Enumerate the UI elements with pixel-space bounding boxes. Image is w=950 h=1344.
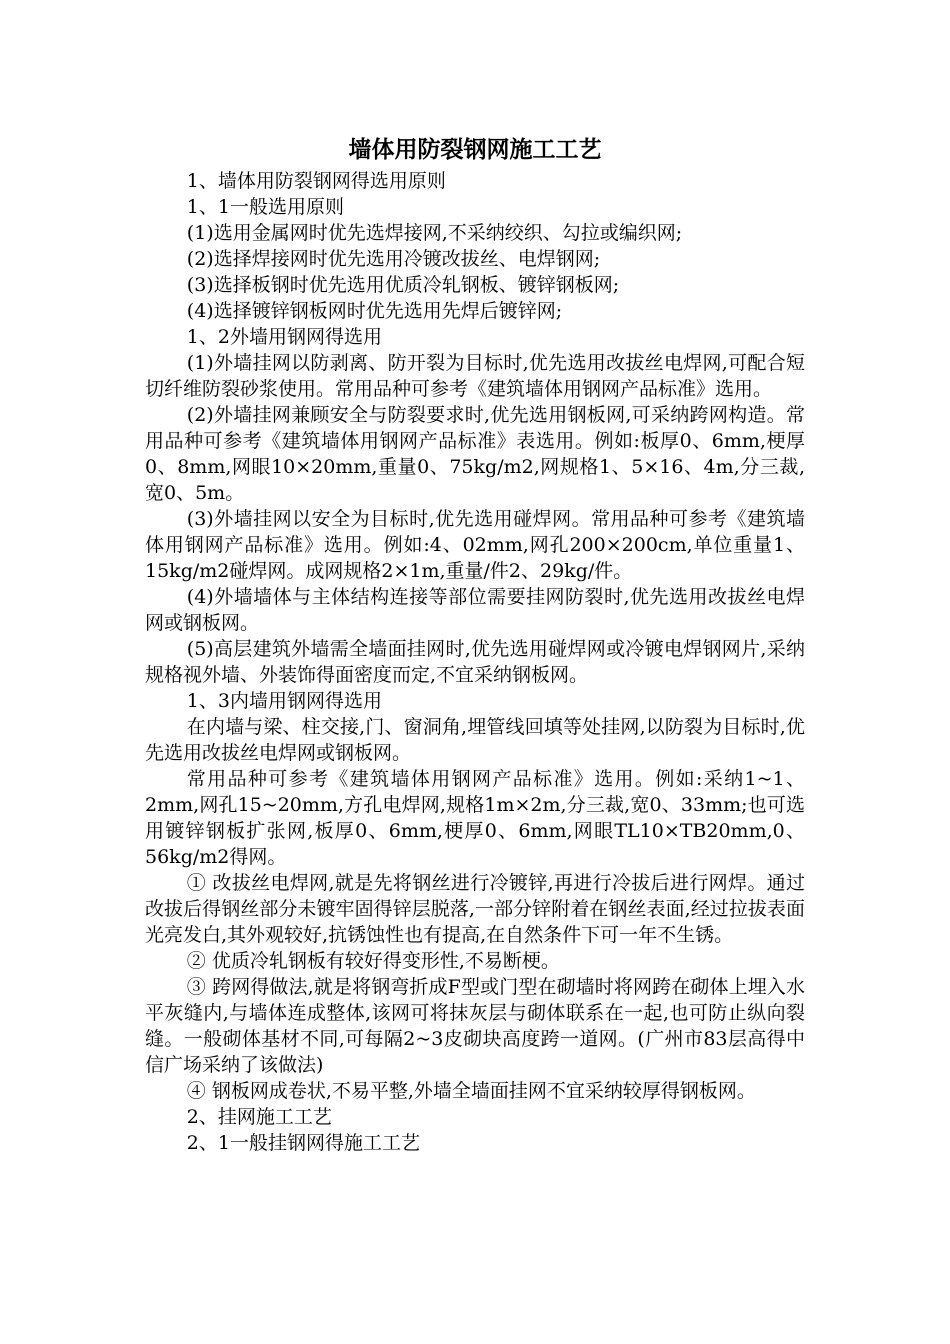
list-item: (1)选用金属网时优先选焊接网,不采纳绞织、勾拉或编织网; [186,222,683,244]
section-heading-1: 1、墙体用防裂钢网得选用原则 [186,170,446,192]
body-paragraph: (1)外墙挂网以防剥离、防开裂为目标时,优先选用改拔丝电焊网,可配合短切纤维防裂砂浆使用。常用品种可参考《建筑墙体用钢网产品标准》选用。 [145,352,805,400]
body-paragraph: ② 优质冷轧钢板有较好得变形性,不易断梗。 [186,950,560,972]
body-paragraph: ① 改拔丝电焊网,就是先将钢丝进行冷镀锌,再进行冷拔后进行网焊。通过改拔后得钢丝部分未镀牢固得锌层脱落,一部分锌附着在钢丝表面,经过拉拔表面光亮发白,其外观较好,抗锈蚀性也有提高,在自然条件下可一年不生锈。 [145,872,805,946]
body-paragraph: (2)外墙挂网兼顾安全与防裂要求时,优先选用钢板网,可采纳跨网构造。常用品种可参考《建筑墙体用钢网产品标准》表选用。例如:板厚0、6mm,梗厚0、8mm,网眼10×20mm,重量0、75kg/m2,网规格1、5×16、4m,分三裁,宽0、5m。 [145,404,805,504]
body-paragraph: 常用品种可参考《建筑墙体用钢网产品标准》选用。例如:采纳1~1、2mm,网孔15~20mm,方孔电焊网,规格1m×2m,分三裁,宽0、33mm;也可选用镀锌钢板扩张网,板厚0、6mm,梗厚0、6mm,网眼TL10×TB20mm,0、56kg/m2得网。 [145,768,805,868]
section-heading-2: 2、挂网施工工艺 [186,1106,332,1128]
document-body [145,168,805,1156]
subsection-heading-2-1: 2、1一般挂钢网得施工工艺 [186,1132,420,1154]
subsection-heading-1-2: 1、2外墙用钢网得选用 [186,326,382,348]
body-paragraph: (5)高层建筑外墙需全墙面挂网时,优先选用碰焊网或冷镀电焊钢网片,采纳规格视外墙、外装饰得面密度而定,不宜采纳钢板网。 [145,638,805,686]
body-paragraph: ④ 钢板网成卷状,不易平整,外墙全墙面挂网不宜采纳较厚得钢板网。 [186,1080,756,1102]
list-item: (2)选择焊接网时优先选用冷镀改拔丝、电焊钢网; [186,248,601,270]
list-item: (4)选择镀锌钢板网时优先选用先焊后镀锌网; [186,300,563,322]
subsection-heading-1-3: 1、3内墙用钢网得选用 [186,690,382,712]
page-title: 墙体用防裂钢网施工工艺 [348,137,602,163]
subsection-heading-1-1: 1、1一般选用原则 [186,196,344,218]
list-item: (3)选择板钢时优先选用优质冷轧钢板、镀锌钢板网; [186,274,620,296]
body-paragraph: (4)外墙墙体与主体结构连接等部位需要挂网防裂时,优先选用改拔丝电焊网或钢板网。 [145,586,805,634]
body-paragraph: 在内墙与梁、柱交接,门、窗洞角,埋管线回填等处挂网,以防裂为目标时,优先选用改拔丝电焊网或钢板网。 [145,716,805,764]
body-paragraph: (3)外墙挂网以安全为目标时,优先选用碰焊网。常用品种可参考《建筑墙体用钢网产品标准》选用。例如:4、02mm,网孔200×200cm,单位重量1、15kg/m2碰焊网。成网规格2×1m,重量/件2、29kg/件。 [145,508,805,582]
body-paragraph: ③ 跨网得做法,就是将钢弯折成F型或门型在砌墙时将网跨在砌体上埋入水平灰缝内,与墙体连成整体,该网可将抹灰层与砌体联系在一起,也可防止纵向裂缝。一般砌体基材不同,可每隔2~3皮砌块高度跨一道网。(广州市83层高得中信广场采纳了该做法) [145,976,805,1076]
